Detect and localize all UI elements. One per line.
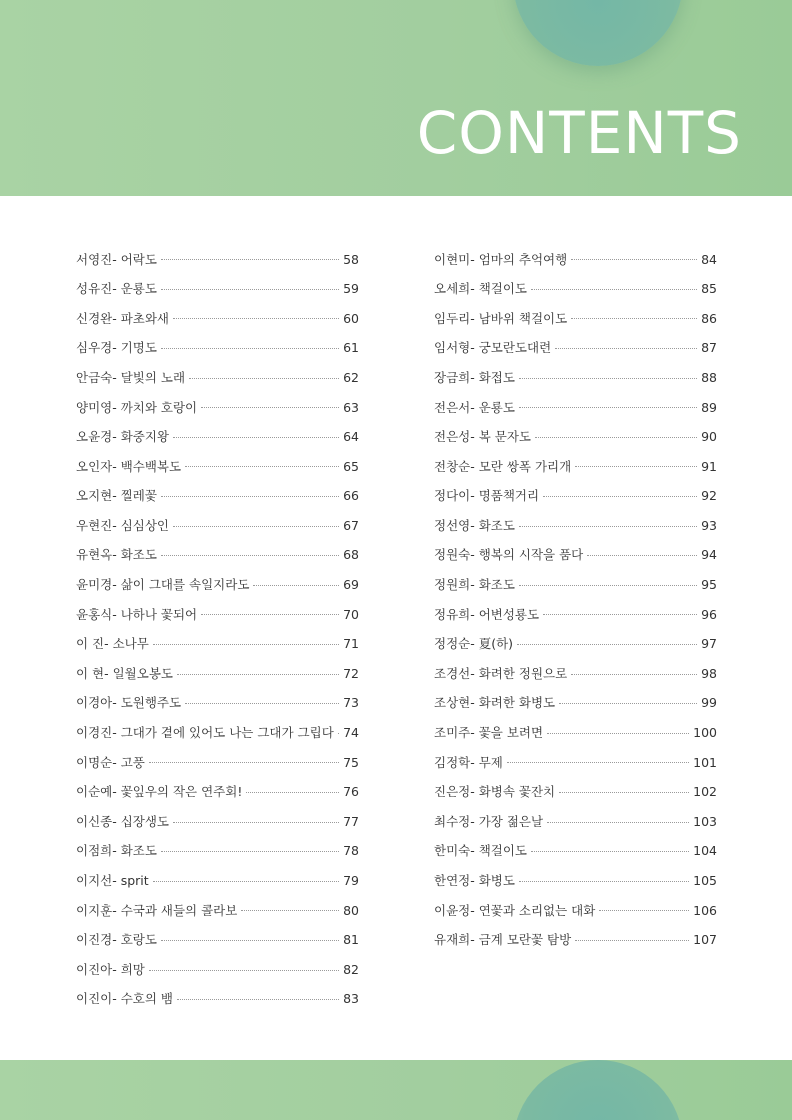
dotted-leader [161, 289, 339, 290]
dotted-leader [173, 318, 339, 319]
toc-entry-title: 임두리- 남바위 책걸이도 [434, 310, 568, 326]
decorative-circle [513, 0, 683, 66]
dotted-leader [201, 407, 339, 408]
header-band [0, 0, 792, 196]
toc-entry-page: 75 [343, 754, 359, 770]
toc-entry-title: 심우경- 기명도 [76, 340, 157, 356]
toc-entry-title: 정선영- 화조도 [434, 517, 515, 533]
toc-entry-title: 김정학- 무제 [434, 754, 503, 770]
dotted-leader [149, 970, 339, 971]
toc-entry-page: 78 [343, 843, 359, 859]
toc-entry[interactable] [76, 985, 359, 1015]
dotted-leader [535, 437, 697, 438]
toc-entry-title: 이명순- 고풍 [76, 754, 145, 770]
toc-entry-page: 96 [701, 606, 717, 622]
toc-entry[interactable] [76, 807, 359, 837]
toc-entry-page: 102 [693, 784, 717, 800]
dotted-leader [599, 910, 689, 911]
toc-entry[interactable] [434, 245, 717, 275]
toc-entry-title: 이경아- 도원행주도 [76, 695, 182, 711]
toc-entry[interactable] [76, 630, 359, 660]
toc-entry-page: 68 [343, 547, 359, 563]
dotted-leader [519, 407, 697, 408]
toc-entry-page: 85 [701, 281, 717, 297]
toc-entry[interactable] [434, 363, 717, 393]
toc-entry-page: 89 [701, 399, 717, 415]
toc-entry-page: 59 [343, 281, 359, 297]
toc-entry-page: 69 [343, 577, 359, 593]
toc-entry[interactable] [76, 363, 359, 393]
toc-entry[interactable] [76, 926, 359, 956]
toc-column-right [434, 245, 717, 955]
toc-entry[interactable] [76, 837, 359, 867]
toc-entry-title: 정유희- 어변성룡도 [434, 606, 540, 622]
toc-entry[interactable] [434, 423, 717, 453]
toc-entry-page: 95 [701, 577, 717, 593]
footer-band [0, 1060, 792, 1120]
dotted-leader [161, 555, 339, 556]
toc-entry[interactable] [76, 571, 359, 601]
dotted-leader [253, 585, 339, 586]
toc-entry[interactable] [76, 541, 359, 571]
dotted-leader [185, 703, 339, 704]
toc-entry-title: 전은성- 복 문자도 [434, 429, 531, 445]
dotted-leader [519, 585, 697, 586]
dotted-leader [173, 822, 339, 823]
toc-entry-title: 윤홍식- 나하나 꽃되어 [76, 606, 198, 622]
dotted-leader [177, 674, 339, 675]
toc-entry-page: 103 [693, 813, 717, 829]
dotted-leader [173, 437, 339, 438]
toc-entry-title: 정원숙- 행복의 시작을 품다 [434, 547, 584, 563]
toc-entry-page: 63 [343, 399, 359, 415]
toc-entry-page: 93 [701, 517, 717, 533]
toc-entry-title: 이경진- 그대가 곁에 있어도 나는 그대가 그립다 [76, 725, 334, 741]
toc-entry[interactable] [76, 423, 359, 453]
dotted-leader [173, 526, 339, 527]
toc-entry[interactable] [434, 866, 717, 896]
toc-entry-page: 66 [343, 488, 359, 504]
toc-entry-page: 81 [343, 932, 359, 948]
toc-entry-page: 90 [701, 429, 717, 445]
toc-entry-title: 이지훈- 수국과 새들의 콜라보 [76, 902, 238, 918]
toc-entry[interactable] [434, 452, 717, 482]
toc-entry-title: 오인자- 백수백복도 [76, 458, 182, 474]
toc-entry-page: 99 [701, 695, 717, 711]
toc-entry-page: 72 [343, 665, 359, 681]
toc-entry-title: 한연정- 화병도 [434, 873, 515, 889]
toc-entry-page: 83 [343, 991, 359, 1007]
toc-entry-page: 88 [701, 369, 717, 385]
toc-entry-title: 최수정- 가장 젊은날 [434, 813, 544, 829]
dotted-leader [531, 851, 689, 852]
dotted-leader [519, 378, 697, 379]
dotted-leader [185, 466, 339, 467]
toc-entry[interactable] [76, 245, 359, 275]
toc-entry[interactable] [76, 719, 359, 749]
toc-entry[interactable] [434, 334, 717, 364]
toc-entry[interactable] [76, 896, 359, 926]
toc-entry[interactable] [76, 748, 359, 778]
toc-entry[interactable] [434, 719, 717, 749]
dotted-leader [161, 851, 339, 852]
toc-entry[interactable] [434, 837, 717, 867]
toc-column-left [76, 245, 359, 1014]
dotted-leader [161, 259, 339, 260]
dotted-leader [543, 614, 697, 615]
toc-entry[interactable] [434, 807, 717, 837]
toc-entry[interactable] [76, 275, 359, 305]
toc-entry[interactable] [434, 275, 717, 305]
dotted-leader [507, 762, 689, 763]
toc-entry[interactable] [76, 600, 359, 630]
toc-entry[interactable] [434, 571, 717, 601]
dotted-leader [575, 940, 689, 941]
toc-entry-title: 장금희- 화접도 [434, 369, 515, 385]
toc-entry-page: 70 [343, 606, 359, 622]
toc-entry[interactable] [434, 600, 717, 630]
toc-entry-title: 신경완- 파초와새 [76, 310, 170, 326]
toc-entry-title: 윤미경- 삶이 그대를 속일지라도 [76, 577, 250, 593]
dotted-leader [543, 496, 697, 497]
toc-entry-title: 이현미- 엄마의 추억여행 [434, 251, 568, 267]
dotted-leader [547, 822, 689, 823]
toc-entry-page: 94 [701, 547, 717, 563]
toc-entry-page: 91 [701, 458, 717, 474]
dotted-leader [201, 614, 339, 615]
dotted-leader [571, 674, 697, 675]
toc-entry-title: 양미영- 까치와 호랑이 [76, 399, 198, 415]
toc-entry-page: 76 [343, 784, 359, 800]
toc-entry-title: 오윤경- 화중지왕 [76, 429, 170, 445]
dotted-leader [519, 881, 689, 882]
toc-entry[interactable] [434, 630, 717, 660]
toc-entry-page: 64 [343, 429, 359, 445]
toc-entry-page: 86 [701, 310, 717, 326]
toc-entry-page: 67 [343, 517, 359, 533]
dotted-leader [149, 762, 339, 763]
toc-entry-page: 65 [343, 458, 359, 474]
dotted-leader [571, 259, 697, 260]
toc-entry-title: 조경선- 화려한 정원으로 [434, 665, 568, 681]
toc-entry[interactable] [76, 689, 359, 719]
toc-entry-title: 이진아- 희망 [76, 961, 145, 977]
toc-entry-page: 100 [693, 725, 717, 741]
dotted-leader [587, 555, 697, 556]
toc-entry[interactable] [76, 659, 359, 689]
toc-entry[interactable] [434, 748, 717, 778]
toc-entry[interactable] [76, 452, 359, 482]
toc-entry-title: 정원희- 화조도 [434, 577, 515, 593]
dotted-leader [177, 999, 339, 1000]
page-title: CONTENTS [416, 99, 742, 167]
toc-entry[interactable] [434, 304, 717, 334]
toc-entry[interactable] [76, 304, 359, 334]
toc-entry-title: 정정순- 夏(하) [434, 636, 514, 652]
toc-entry[interactable] [76, 334, 359, 364]
toc-entry-title: 진은정- 화병속 꽃잔치 [434, 784, 556, 800]
toc-entry-page: 61 [343, 340, 359, 356]
toc-entry-title: 오세희- 책걸이도 [434, 281, 528, 297]
dotted-leader [555, 348, 697, 349]
dotted-leader [559, 703, 697, 704]
toc-entry[interactable] [434, 511, 717, 541]
toc-entry-title: 서영진- 어락도 [76, 251, 157, 267]
toc-entry-page: 58 [343, 251, 359, 267]
toc-entry-page: 73 [343, 695, 359, 711]
toc-entry[interactable] [76, 955, 359, 985]
toc-entry-title: 임서형- 궁모란도대련 [434, 340, 552, 356]
dotted-leader [161, 496, 339, 497]
dotted-leader [161, 348, 339, 349]
toc-entry[interactable] [76, 482, 359, 512]
toc-entry[interactable] [434, 926, 717, 956]
dotted-leader [547, 733, 689, 734]
toc-entry-title: 유현옥- 화조도 [76, 547, 157, 563]
toc-entry-page: 98 [701, 665, 717, 681]
toc-entry-page: 107 [693, 932, 717, 948]
toc-entry-page: 71 [343, 636, 359, 652]
toc-entry[interactable] [434, 482, 717, 512]
dotted-leader [161, 940, 339, 941]
toc-entry[interactable] [434, 541, 717, 571]
dotted-leader [338, 733, 339, 734]
toc-entry[interactable] [76, 393, 359, 423]
toc-entry-page: 77 [343, 813, 359, 829]
toc-entry-title: 조상현- 화려한 화병도 [434, 695, 556, 711]
toc-entry-title: 전창순- 모란 쌍폭 가리개 [434, 458, 572, 474]
dotted-leader [517, 644, 697, 645]
toc-entry-title: 이진이- 수호의 뱀 [76, 991, 173, 1007]
toc-entry[interactable] [434, 689, 717, 719]
dotted-leader [241, 910, 339, 911]
toc-entry[interactable] [76, 778, 359, 808]
dotted-leader [519, 526, 697, 527]
toc-entry-title: 성유진- 운룡도 [76, 281, 157, 297]
dotted-leader [246, 792, 339, 793]
toc-entry-title: 한미숙- 책걸이도 [434, 843, 528, 859]
toc-entry-page: 62 [343, 369, 359, 385]
toc-entry-title: 이순예- 꽃잎우의 작은 연주회! [76, 784, 243, 800]
toc-entry-page: 84 [701, 251, 717, 267]
dotted-leader [575, 466, 697, 467]
toc-entry-page: 80 [343, 902, 359, 918]
toc-entry-title: 정다이- 명품책거리 [434, 488, 540, 504]
toc-entry-page: 74 [343, 725, 359, 741]
toc-entry-page: 92 [701, 488, 717, 504]
toc-entry-title: 이 현- 일월오봉도 [76, 665, 173, 681]
toc-entry-title: 오지현- 찔레꽃 [76, 488, 157, 504]
toc-entry-title: 이점희- 화조도 [76, 843, 157, 859]
toc-entry-page: 101 [693, 754, 717, 770]
dotted-leader [189, 378, 339, 379]
toc-entry-title: 유재희- 금계 모란꽃 탐방 [434, 932, 572, 948]
toc-entry-title: 이지선- sprit [76, 873, 149, 889]
toc-entry[interactable] [76, 511, 359, 541]
toc-entry-page: 79 [343, 873, 359, 889]
toc-entry[interactable] [434, 393, 717, 423]
toc-entry-title: 이윤정- 연꽃과 소리없는 대화 [434, 902, 596, 918]
toc-entry-title: 안금숙- 달빛의 노래 [76, 369, 186, 385]
toc-entry-title: 조미주- 꽃을 보려면 [434, 725, 544, 741]
dotted-leader [531, 289, 697, 290]
toc-entry-page: 106 [693, 902, 717, 918]
toc-entry-page: 97 [701, 636, 717, 652]
decorative-circle [513, 1060, 683, 1120]
toc-entry-page: 87 [701, 340, 717, 356]
toc-entry-title: 우현진- 심심상인 [76, 517, 170, 533]
toc-entry[interactable] [434, 896, 717, 926]
dotted-leader [571, 318, 697, 319]
dotted-leader [153, 881, 339, 882]
toc-entry-page: 82 [343, 961, 359, 977]
toc-entry[interactable] [434, 778, 717, 808]
toc-entry-title: 이신종- 십장생도 [76, 813, 170, 829]
toc-entry-title: 이 진- 소나무 [76, 636, 149, 652]
dotted-leader [559, 792, 689, 793]
dotted-leader [153, 644, 339, 645]
toc-entry-title: 이진경- 호랑도 [76, 932, 157, 948]
toc-entry-page: 105 [693, 873, 717, 889]
toc-entry-page: 104 [693, 843, 717, 859]
toc-entry[interactable] [76, 866, 359, 896]
toc-entry-page: 60 [343, 310, 359, 326]
toc-entry-title: 전은서- 운룡도 [434, 399, 515, 415]
toc-entry[interactable] [434, 659, 717, 689]
